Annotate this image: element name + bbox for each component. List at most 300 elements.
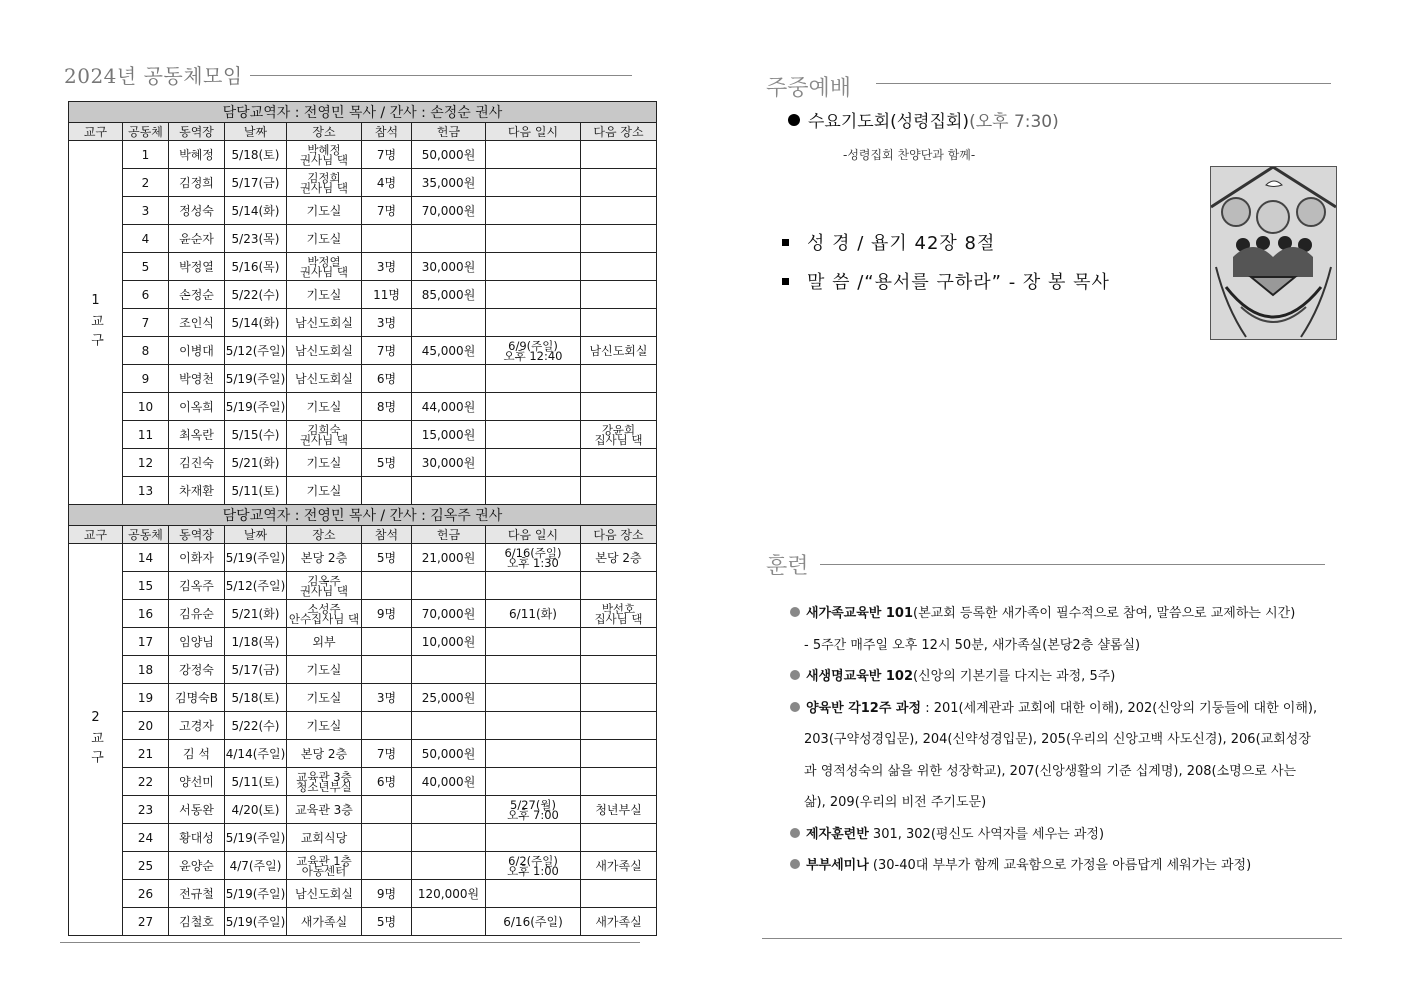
offering-cell bbox=[412, 572, 486, 600]
leader-name-cell: 김옥주 bbox=[169, 572, 225, 600]
offering-cell: 120,000원 bbox=[412, 880, 486, 908]
leader-info: 담당교역자 : 전영민 목사 / 간사 : 김옥주 권사 bbox=[69, 505, 657, 526]
next-place-cell bbox=[581, 740, 657, 768]
next-place-cell bbox=[581, 393, 657, 421]
cell-line: 소성주 bbox=[307, 601, 341, 616]
section-header-row bbox=[69, 505, 657, 526]
training-desc: (본교회 등록한 새가족이 필수적으로 참여, 말씀으로 교제하는 시간) bbox=[913, 606, 1296, 621]
page-title: 2024년 공동체모임 bbox=[64, 64, 243, 88]
training-name: 부부세미나 bbox=[806, 858, 869, 873]
sermon-text: 말 씀 /“용서를 구하라” - 장 봉 목사 bbox=[807, 272, 1110, 293]
meeting-date-cell: 5/23(목) bbox=[225, 225, 287, 253]
column-header: 다음 장소 bbox=[581, 526, 657, 544]
next-place-cell bbox=[581, 824, 657, 852]
leader-name-cell: 김 석 bbox=[169, 740, 225, 768]
group-number-cell: 9 bbox=[123, 365, 169, 393]
training-desc-cont: 과 영적성숙의 삶을 위한 성장학교), 207(신앙생활의 기준 십계명), 208(소명으로 사는 bbox=[804, 763, 1297, 779]
training-name: 제자훈련반 bbox=[806, 826, 869, 842]
table-row bbox=[69, 684, 657, 712]
next-place-cell bbox=[581, 712, 657, 740]
next-date-cell bbox=[486, 628, 581, 656]
offering-cell bbox=[412, 796, 486, 824]
group-number-cell: 19 bbox=[123, 684, 169, 712]
leader-name-cell: 박정열 bbox=[169, 253, 225, 281]
attendance-cell bbox=[362, 477, 412, 505]
meeting-place-cell: 기도실 bbox=[287, 197, 362, 225]
column-header: 다음 일시 bbox=[486, 123, 581, 141]
meeting-place-cell: 기도실 bbox=[287, 225, 362, 253]
meeting-date-cell: 5/19(주일) bbox=[225, 365, 287, 393]
leader-name-cell: 김진숙 bbox=[169, 449, 225, 477]
cell-line: 오후 12:40 bbox=[503, 348, 563, 363]
bullet-dot bbox=[790, 670, 800, 680]
meeting-place-cell: 기도실 bbox=[287, 712, 362, 740]
meeting-place-cell bbox=[287, 572, 362, 600]
next-date-cell bbox=[486, 281, 581, 309]
hands-dove-illustration bbox=[1211, 167, 1336, 339]
next-date-cell bbox=[486, 393, 581, 421]
next-place-cell bbox=[581, 281, 657, 309]
leader-name-cell: 서동완 bbox=[169, 796, 225, 824]
offering-cell bbox=[412, 309, 486, 337]
cell-line: 오후 1:00 bbox=[507, 863, 559, 878]
leader-name-cell: 김유순 bbox=[169, 600, 225, 628]
group-number-cell: 6 bbox=[123, 281, 169, 309]
cell-line: 권사님 댁 bbox=[299, 180, 349, 195]
leader-name-cell: 고경자 bbox=[169, 712, 225, 740]
cell-line: 6/9(주일) bbox=[508, 338, 558, 353]
group-number-cell: 24 bbox=[123, 824, 169, 852]
table-row bbox=[69, 656, 657, 684]
leader-name-cell: 윤순자 bbox=[169, 225, 225, 253]
meeting-place-cell bbox=[287, 600, 362, 628]
attendance-cell: 6명 bbox=[362, 365, 412, 393]
meeting-place-cell: 본당 2층 bbox=[287, 740, 362, 768]
cell-line: 교육관 3층 bbox=[296, 769, 352, 784]
meeting-place-cell: 교회식당 bbox=[287, 824, 362, 852]
table-row bbox=[69, 337, 657, 365]
column-header: 교구 bbox=[69, 123, 123, 141]
next-place-cell bbox=[581, 449, 657, 477]
group-number-cell: 23 bbox=[123, 796, 169, 824]
next-date-cell bbox=[486, 684, 581, 712]
attendance-cell: 9명 bbox=[362, 880, 412, 908]
bullet-dot bbox=[790, 859, 800, 869]
leader-name-cell: 황대성 bbox=[169, 824, 225, 852]
next-date-cell bbox=[486, 449, 581, 477]
training-item bbox=[790, 850, 1330, 882]
meeting-place-cell: 기도실 bbox=[287, 393, 362, 421]
training-name: 양육반 각12주 과정 bbox=[806, 700, 922, 716]
attendance-cell bbox=[362, 796, 412, 824]
next-place-cell: 남신도회실 bbox=[581, 337, 657, 365]
column-header: 헌금 bbox=[412, 123, 486, 141]
offering-cell bbox=[412, 824, 486, 852]
bullet-dot bbox=[790, 828, 800, 838]
attendance-cell: 3명 bbox=[362, 684, 412, 712]
service-name: 수요기도회(성령집회) bbox=[808, 112, 970, 132]
meeting-place-cell bbox=[287, 768, 362, 796]
group-number-cell: 26 bbox=[123, 880, 169, 908]
next-date-cell bbox=[486, 253, 581, 281]
table-row bbox=[69, 365, 657, 393]
leader-info: 담당교역자 : 전영민 목사 / 간사 : 손정순 권사 bbox=[69, 102, 657, 123]
cell-line: 김옥주 bbox=[307, 573, 341, 588]
next-date-cell bbox=[486, 309, 581, 337]
meeting-date-cell: 5/14(화) bbox=[225, 197, 287, 225]
meeting-place-cell bbox=[287, 421, 362, 449]
meeting-date-cell: 4/20(토) bbox=[225, 796, 287, 824]
table-row bbox=[69, 544, 657, 572]
leader-name-cell: 조인식 bbox=[169, 309, 225, 337]
table-row bbox=[69, 600, 657, 628]
meeting-date-cell: 5/17(금) bbox=[225, 656, 287, 684]
group-number-cell: 11 bbox=[123, 421, 169, 449]
meeting-place-cell: 교육관 3층 bbox=[287, 796, 362, 824]
cell-line: 권사님 댁 bbox=[299, 264, 349, 279]
offering-cell: 85,000원 bbox=[412, 281, 486, 309]
scripture-line bbox=[782, 229, 995, 255]
offering-cell bbox=[412, 225, 486, 253]
meeting-place-cell: 남신도회실 bbox=[287, 365, 362, 393]
group-number-cell: 20 bbox=[123, 712, 169, 740]
leader-name-cell: 이화자 bbox=[169, 544, 225, 572]
group-number-cell: 14 bbox=[123, 544, 169, 572]
training-desc: : 201(세계관과 교회에 대한 이해), 202(신앙의 기둥들에 대한 이해), bbox=[921, 700, 1318, 716]
meeting-place-cell: 본당 2층 bbox=[287, 544, 362, 572]
table-row bbox=[69, 309, 657, 337]
table-row bbox=[69, 449, 657, 477]
leader-name-cell: 이병대 bbox=[169, 337, 225, 365]
meeting-date-cell: 5/22(수) bbox=[225, 712, 287, 740]
meeting-date-cell: 5/19(주일) bbox=[225, 880, 287, 908]
next-date-cell bbox=[486, 796, 581, 824]
table-row bbox=[69, 628, 657, 656]
table-row bbox=[69, 169, 657, 197]
bullet-dot bbox=[790, 702, 800, 712]
column-header: 장소 bbox=[287, 123, 362, 141]
attendance-cell bbox=[362, 824, 412, 852]
next-date-cell bbox=[486, 197, 581, 225]
next-place-cell: 새가족실 bbox=[581, 852, 657, 880]
group-number-cell: 1 bbox=[123, 141, 169, 169]
column-header: 다음 장소 bbox=[581, 123, 657, 141]
offering-cell bbox=[412, 477, 486, 505]
table-row bbox=[69, 824, 657, 852]
attendance-cell: 7명 bbox=[362, 337, 412, 365]
table-row bbox=[69, 768, 657, 796]
offering-cell: 35,000원 bbox=[412, 169, 486, 197]
table-row bbox=[69, 281, 657, 309]
table-row bbox=[69, 477, 657, 505]
leader-name-cell: 양선미 bbox=[169, 768, 225, 796]
column-header: 공동체 bbox=[123, 123, 169, 141]
next-date-cell bbox=[486, 852, 581, 880]
next-place-cell bbox=[581, 365, 657, 393]
attendance-cell: 7명 bbox=[362, 141, 412, 169]
meeting-date-cell: 5/19(주일) bbox=[225, 544, 287, 572]
cell-line: 박선호 bbox=[601, 601, 636, 616]
table-row bbox=[69, 880, 657, 908]
group-number-cell: 2 bbox=[123, 169, 169, 197]
service-time: (오후 7:30) bbox=[969, 112, 1059, 132]
next-place-cell bbox=[581, 253, 657, 281]
cell-line: 권사님 댁 bbox=[299, 432, 349, 447]
offering-cell: 40,000원 bbox=[412, 768, 486, 796]
offering-cell bbox=[412, 712, 486, 740]
cell-line: 집사님 댁 bbox=[594, 611, 643, 626]
meeting-date-cell: 5/12(주일) bbox=[225, 337, 287, 365]
offering-cell: 25,000원 bbox=[412, 684, 486, 712]
attendance-cell: 4명 bbox=[362, 169, 412, 197]
column-header: 참석 bbox=[362, 526, 412, 544]
next-date-cell bbox=[486, 141, 581, 169]
next-place-cell bbox=[581, 141, 657, 169]
service-note: -성령집회 찬양단과 함께- bbox=[843, 148, 976, 162]
meeting-date-cell: 4/14(주일) bbox=[225, 740, 287, 768]
meeting-place-cell: 기도실 bbox=[287, 477, 362, 505]
next-date-cell bbox=[486, 337, 581, 365]
next-place-cell bbox=[581, 628, 657, 656]
cell-line: 박정열 bbox=[307, 254, 341, 269]
column-header: 교구 bbox=[69, 526, 123, 544]
group-number-cell: 12 bbox=[123, 449, 169, 477]
table-row bbox=[69, 712, 657, 740]
next-place-cell bbox=[581, 684, 657, 712]
leader-name-cell: 김철호 bbox=[169, 908, 225, 936]
bottom-rule bbox=[60, 942, 640, 943]
leader-name-cell: 윤양순 bbox=[169, 852, 225, 880]
meeting-date-cell: 5/16(목) bbox=[225, 253, 287, 281]
meeting-place-cell: 남신도회실 bbox=[287, 309, 362, 337]
offering-cell: 30,000원 bbox=[412, 253, 486, 281]
meeting-date-cell: 5/19(주일) bbox=[225, 908, 287, 936]
meeting-date-cell: 5/21(화) bbox=[225, 449, 287, 477]
attendance-cell: 5명 bbox=[362, 908, 412, 936]
group-number-cell: 21 bbox=[123, 740, 169, 768]
next-place-cell bbox=[581, 880, 657, 908]
meeting-place-cell: 외부 bbox=[287, 628, 362, 656]
group-number-cell: 7 bbox=[123, 309, 169, 337]
training-name: 새생명교육반 102 bbox=[806, 669, 914, 684]
attendance-cell: 9명 bbox=[362, 600, 412, 628]
table-row bbox=[69, 572, 657, 600]
next-place-cell: 청년부실 bbox=[581, 796, 657, 824]
column-header: 헌금 bbox=[412, 526, 486, 544]
leader-name-cell: 이옥희 bbox=[169, 393, 225, 421]
table-row bbox=[69, 421, 657, 449]
training-name: 새가족교육반 101 bbox=[806, 606, 914, 621]
group-number-cell: 22 bbox=[123, 768, 169, 796]
cell-line: 안수집사님 댁 bbox=[288, 611, 360, 626]
offering-cell: 70,000원 bbox=[412, 197, 486, 225]
attendance-cell: 3명 bbox=[362, 253, 412, 281]
group-number-cell: 4 bbox=[123, 225, 169, 253]
offering-cell: 70,000원 bbox=[412, 600, 486, 628]
attendance-cell: 7명 bbox=[362, 197, 412, 225]
column-header: 장소 bbox=[287, 526, 362, 544]
bottom-rule bbox=[762, 938, 1342, 939]
offering-cell bbox=[412, 852, 486, 880]
meeting-place-cell: 기도실 bbox=[287, 281, 362, 309]
cell-line: 청소년부실 bbox=[296, 779, 352, 794]
group-number-cell: 18 bbox=[123, 656, 169, 684]
bullet-dot bbox=[788, 114, 800, 126]
district-cell: 1교구 bbox=[69, 141, 123, 505]
training-desc: (신앙의 기본기를 다지는 과정, 5주) bbox=[913, 669, 1116, 684]
next-date-cell: 6/16(주일) bbox=[486, 908, 581, 936]
table-row bbox=[69, 225, 657, 253]
service-item bbox=[788, 107, 1059, 132]
next-date-cell bbox=[486, 572, 581, 600]
cell-line: 김정희 bbox=[307, 170, 341, 185]
cell-line: 강윤희 bbox=[601, 422, 636, 437]
next-place-cell bbox=[581, 572, 657, 600]
next-date-cell: 6/11(화) bbox=[486, 600, 581, 628]
column-header: 다음 일시 bbox=[486, 526, 581, 544]
next-place-cell bbox=[581, 600, 657, 628]
group-number-cell: 8 bbox=[123, 337, 169, 365]
next-place-cell: 본당 2층 bbox=[581, 544, 657, 572]
training-item bbox=[790, 598, 1330, 630]
cell-line: 5/27(월) bbox=[510, 797, 556, 812]
attendance-cell: 8명 bbox=[362, 393, 412, 421]
next-date-cell bbox=[486, 880, 581, 908]
attendance-cell bbox=[362, 852, 412, 880]
column-header: 공동체 bbox=[123, 526, 169, 544]
bullet-dot bbox=[790, 607, 800, 617]
next-place-cell: 새가족실 bbox=[581, 908, 657, 936]
training-desc-cont: 삶), 209(우리의 비전 주기도문) bbox=[804, 795, 987, 810]
next-date-cell bbox=[486, 712, 581, 740]
leader-name-cell: 김정희 bbox=[169, 169, 225, 197]
meeting-place-cell bbox=[287, 169, 362, 197]
meeting-date-cell: 5/14(화) bbox=[225, 309, 287, 337]
worship-rule bbox=[876, 83, 1331, 84]
next-place-cell bbox=[581, 656, 657, 684]
offering-cell: 44,000원 bbox=[412, 393, 486, 421]
leader-name-cell: 임양님 bbox=[169, 628, 225, 656]
offering-cell: 45,000원 bbox=[412, 337, 486, 365]
district-cell: 2교구 bbox=[69, 544, 123, 936]
next-place-cell bbox=[581, 421, 657, 449]
next-date-cell bbox=[486, 225, 581, 253]
meeting-date-cell: 5/17(금) bbox=[225, 169, 287, 197]
meeting-date-cell: 5/19(주일) bbox=[225, 824, 287, 852]
training-list bbox=[790, 598, 1330, 882]
next-date-cell bbox=[486, 656, 581, 684]
scripture-text: 성 경 / 욥기 42장 8절 bbox=[807, 233, 996, 254]
group-number-cell: 5 bbox=[123, 253, 169, 281]
offering-cell bbox=[412, 908, 486, 936]
offering-cell: 21,000원 bbox=[412, 544, 486, 572]
meeting-date-cell: 4/7(주일) bbox=[225, 852, 287, 880]
meeting-date-cell: 5/21(화) bbox=[225, 600, 287, 628]
attendance-cell: 5명 bbox=[362, 544, 412, 572]
attendance-cell: 3명 bbox=[362, 309, 412, 337]
section-header-row bbox=[69, 102, 657, 123]
training-desc-cont: 203(구약성경입문), 204(신약성경입문), 205(우리의 신앙고백 사도신경), 206(교회성장 bbox=[804, 732, 1311, 747]
meeting-date-cell: 5/18(토) bbox=[225, 141, 287, 169]
leader-name-cell: 차재환 bbox=[169, 477, 225, 505]
cell-line: 김희숙 bbox=[307, 422, 341, 437]
attendance-cell bbox=[362, 572, 412, 600]
group-number-cell: 13 bbox=[123, 477, 169, 505]
next-date-cell bbox=[486, 365, 581, 393]
next-place-cell bbox=[581, 225, 657, 253]
training-sub: - 5주간 매주일 오후 12시 50분, 새가족실(본당2층 샬롬실) bbox=[804, 637, 1141, 653]
table-row bbox=[69, 393, 657, 421]
cell-line: 박혜정 bbox=[307, 142, 341, 157]
meeting-date-cell: 1/18(목) bbox=[225, 628, 287, 656]
table-row bbox=[69, 141, 657, 169]
leader-name-cell: 강정숙 bbox=[169, 656, 225, 684]
meeting-place-cell bbox=[287, 852, 362, 880]
meeting-place-cell: 남신도회실 bbox=[287, 880, 362, 908]
worship-title: 주중예배 bbox=[766, 76, 852, 101]
attendance-cell: 7명 bbox=[362, 740, 412, 768]
next-place-cell bbox=[581, 169, 657, 197]
next-date-cell bbox=[486, 740, 581, 768]
column-header-row bbox=[69, 526, 657, 544]
square-bullet bbox=[782, 239, 789, 246]
column-header: 참석 bbox=[362, 123, 412, 141]
offering-cell bbox=[412, 656, 486, 684]
attendance-cell: 11명 bbox=[362, 281, 412, 309]
table-row bbox=[69, 253, 657, 281]
schedule-table-wrap bbox=[68, 101, 657, 936]
attendance-cell bbox=[362, 225, 412, 253]
meeting-date-cell: 5/15(수) bbox=[225, 421, 287, 449]
offering-cell: 30,000원 bbox=[412, 449, 486, 477]
attendance-cell bbox=[362, 628, 412, 656]
meeting-place-cell: 기도실 bbox=[287, 449, 362, 477]
group-number-cell: 25 bbox=[123, 852, 169, 880]
training-item bbox=[790, 693, 1330, 725]
next-place-cell bbox=[581, 197, 657, 225]
attendance-cell bbox=[362, 656, 412, 684]
meeting-date-cell: 5/22(수) bbox=[225, 281, 287, 309]
training-desc: 301, 302(평신도 사역자를 세우는 과정) bbox=[868, 826, 1105, 842]
column-header: 날짜 bbox=[225, 526, 287, 544]
table-row bbox=[69, 197, 657, 225]
meeting-date-cell: 5/19(주일) bbox=[225, 393, 287, 421]
group-number-cell: 17 bbox=[123, 628, 169, 656]
next-place-cell bbox=[581, 309, 657, 337]
column-header-row bbox=[69, 123, 657, 141]
group-number-cell: 3 bbox=[123, 197, 169, 225]
training-desc: (30-40대 부부가 함께 교육함으로 가정을 아름답게 세워가는 과정) bbox=[868, 858, 1252, 873]
meeting-date-cell: 5/18(토) bbox=[225, 684, 287, 712]
attendance-cell bbox=[362, 712, 412, 740]
meeting-place-cell bbox=[287, 253, 362, 281]
schedule-table bbox=[68, 101, 657, 936]
cell-line: 권사님 댁 bbox=[299, 152, 349, 167]
column-header: 동역장 bbox=[169, 123, 225, 141]
next-date-cell bbox=[486, 824, 581, 852]
table-row bbox=[69, 740, 657, 768]
training-item bbox=[790, 819, 1330, 851]
offering-cell: 10,000원 bbox=[412, 628, 486, 656]
meeting-place-cell: 남신도회실 bbox=[287, 337, 362, 365]
training-title: 훈련 bbox=[766, 554, 809, 579]
column-header: 날짜 bbox=[225, 123, 287, 141]
next-date-cell bbox=[486, 169, 581, 197]
offering-cell: 50,000원 bbox=[412, 740, 486, 768]
training-rule bbox=[820, 564, 1325, 565]
leader-name-cell: 최옥란 bbox=[169, 421, 225, 449]
illustration-image bbox=[1210, 166, 1337, 340]
